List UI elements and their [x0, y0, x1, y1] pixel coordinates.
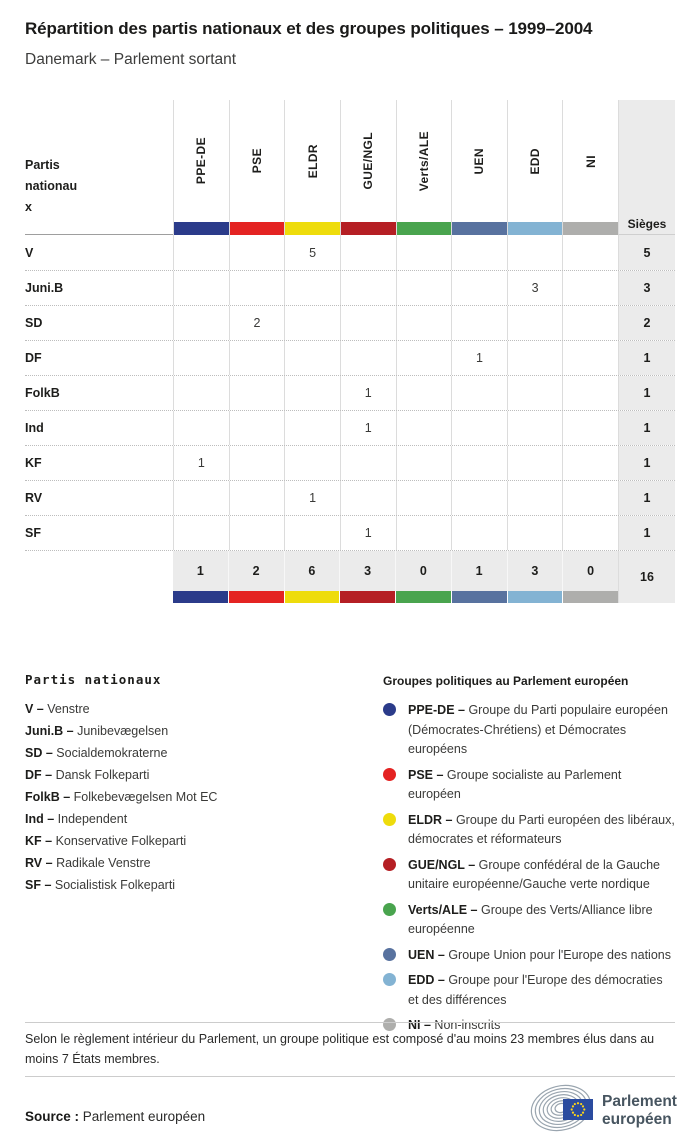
cell — [340, 446, 396, 480]
column-header-sieges: Sièges — [618, 100, 675, 235]
group-color-dot — [383, 903, 396, 916]
cell — [562, 446, 618, 480]
cell — [229, 235, 285, 270]
legend-party-item — [25, 830, 355, 852]
totals-middle — [173, 551, 618, 603]
legend-group-item — [383, 856, 676, 895]
seats-cell: 1 — [618, 411, 675, 445]
legend-party-item — [25, 874, 355, 896]
column-header-label: NI — [583, 154, 598, 168]
legend-party-item — [25, 764, 355, 786]
cell — [340, 235, 396, 270]
column-header-label-wrap — [508, 100, 563, 222]
legend-parties-heading: Partis nationaux — [25, 672, 162, 687]
ep-logo — [530, 1079, 695, 1137]
group-desc — [408, 766, 676, 805]
cell — [451, 446, 507, 480]
cell — [396, 271, 452, 305]
party-name: Venstre — [47, 702, 90, 716]
page-title: Répartition des partis nationaux et des groupes politiques – 1999–2004 — [25, 19, 593, 38]
group-color-bar — [228, 591, 284, 603]
group-desc-text: Groupe confédéral de la Gauche unitaire européenne/Gauche verte nordique — [408, 857, 661, 891]
column-header-label-wrap — [452, 100, 507, 222]
seats-cell: 1 — [618, 516, 675, 550]
group-abbr: EDD – — [408, 973, 445, 987]
column-header-label-wrap — [341, 100, 396, 222]
group-desc — [408, 946, 671, 966]
group-desc-text: Non-inscrits — [434, 1018, 501, 1032]
group-desc-text: Groupe pour l'Europe des démocraties et des différences — [408, 973, 663, 1007]
cell — [173, 341, 229, 375]
party-label: RV — [25, 491, 43, 505]
ep-logo-text-line2: européen — [602, 1111, 672, 1128]
cell: 1 — [340, 516, 396, 550]
group-abbr: Verts/ALE – — [408, 902, 478, 917]
cell — [507, 376, 563, 410]
column-header-verts-ale — [396, 100, 452, 235]
legend-party-item — [25, 808, 355, 830]
table-row-sd — [25, 305, 675, 340]
cell — [451, 271, 507, 305]
group-color-bar — [508, 222, 563, 235]
table-row-rv — [25, 480, 675, 515]
table-row-sf — [25, 515, 675, 550]
cell — [562, 271, 618, 305]
column-header-label-wrap — [397, 100, 452, 222]
cell — [507, 306, 563, 340]
group-color-bar — [562, 591, 618, 603]
group-abbr: PPE-DE – — [408, 703, 465, 717]
group-desc — [408, 856, 676, 895]
party-abbr: RV – — [25, 856, 53, 870]
party-abbr: KF – — [25, 834, 53, 848]
cell — [173, 516, 229, 550]
cell — [284, 376, 340, 410]
cell — [340, 341, 396, 375]
column-header-label: UEN — [472, 147, 487, 175]
group-desc-text: Groupe du Parti européen des libéraux, démocrates et réformateurs — [408, 812, 675, 846]
cell — [284, 341, 340, 375]
group-color-bar — [507, 591, 563, 603]
cell: 2 — [229, 306, 285, 340]
corner-header-partis-nationaux — [25, 100, 173, 235]
cell — [229, 516, 285, 550]
seats-cell: 5 — [618, 235, 675, 270]
legend-group-item — [383, 766, 676, 805]
legend-group-item — [383, 701, 676, 760]
table-row-kf — [25, 445, 675, 480]
total-seats-cell: 16 — [618, 551, 675, 603]
seats-table — [25, 100, 675, 603]
cell — [507, 341, 563, 375]
legend-national-parties — [25, 672, 355, 896]
group-color-bar — [452, 222, 507, 235]
column-header-label: Verts/ALE — [416, 130, 431, 192]
column-header-eldr — [284, 100, 340, 235]
legend-group-item — [383, 901, 676, 940]
cell: 5 — [284, 235, 340, 270]
cell — [284, 446, 340, 480]
totals-row — [25, 550, 675, 603]
legend-party-item — [25, 852, 355, 874]
group-color-dot — [383, 948, 396, 961]
party-abbr: FolkB – — [25, 790, 71, 804]
party-name: Konservative Folkeparti — [55, 834, 187, 848]
group-color-bar — [341, 222, 396, 235]
column-header-label: GUE/NGL — [361, 132, 376, 190]
group-desc — [408, 901, 676, 940]
cell — [229, 446, 285, 480]
party-label: Juni.B — [25, 281, 64, 295]
cell — [396, 306, 452, 340]
seats-cell: 1 — [618, 341, 675, 375]
group-desc — [408, 701, 676, 760]
column-header-label: EDD — [528, 147, 543, 175]
total-cell: 6 — [284, 551, 340, 591]
cell — [340, 271, 396, 305]
cell — [396, 376, 452, 410]
corner-line: x — [25, 200, 32, 214]
group-desc-text: Groupe du Parti populaire européen (Démocrates-Chrétiens) et Démocrates européens — [408, 703, 668, 756]
seats-cell: 2 — [618, 306, 675, 340]
cell — [562, 341, 618, 375]
cell — [451, 481, 507, 515]
party-label: DF — [25, 351, 42, 365]
cell — [562, 306, 618, 340]
cell — [229, 481, 285, 515]
group-color-bar — [173, 591, 228, 603]
cell — [229, 411, 285, 445]
party-name: Radikale Venstre — [56, 856, 151, 870]
cell — [173, 306, 229, 340]
column-header-pse — [229, 100, 285, 235]
totals-values — [173, 551, 618, 591]
seats-cell: 1 — [618, 376, 675, 410]
cell — [451, 235, 507, 270]
group-color-bar — [174, 222, 229, 235]
cell — [451, 306, 507, 340]
party-abbr: SD – — [25, 746, 53, 760]
cell: 1 — [173, 446, 229, 480]
column-header-gue-ngl — [340, 100, 396, 235]
column-header-label-wrap — [230, 100, 285, 222]
group-abbr: UEN – — [408, 947, 445, 962]
cell — [340, 306, 396, 340]
divider — [25, 1076, 675, 1077]
group-color-bar — [395, 591, 451, 603]
cell — [284, 411, 340, 445]
cell — [396, 341, 452, 375]
ep-logo-text-line1: Parlement — [602, 1093, 677, 1110]
cell — [173, 481, 229, 515]
cell — [229, 341, 285, 375]
group-desc — [408, 811, 676, 850]
cell: 3 — [507, 271, 563, 305]
table-header-row — [25, 100, 675, 235]
party-abbr: V – — [25, 702, 44, 716]
cell: 1 — [340, 376, 396, 410]
source-label: Source : — [25, 1109, 80, 1124]
cell — [451, 516, 507, 550]
cell: 1 — [284, 481, 340, 515]
party-abbr: Juni.B – — [25, 724, 74, 738]
seats-cell: 3 — [618, 271, 675, 305]
seats-cell: 1 — [618, 446, 675, 480]
cell — [507, 481, 563, 515]
totals-label-spacer — [25, 551, 173, 603]
group-color-bar — [563, 222, 618, 235]
column-header-label: ELDR — [305, 143, 320, 179]
group-desc-text: Groupe Union pour l'Europe des nations — [448, 947, 671, 962]
seats-cell: 1 — [618, 481, 675, 515]
group-color-bar — [284, 591, 340, 603]
cell — [451, 411, 507, 445]
party-abbr: DF – — [25, 768, 53, 782]
party-name: Socialdemokraterne — [56, 746, 168, 760]
column-header-label-wrap — [285, 100, 340, 222]
party-label: FolkB — [25, 386, 60, 400]
group-color-dot — [383, 703, 396, 716]
cell — [173, 376, 229, 410]
cell — [340, 481, 396, 515]
party-name: Folkebevægelsen Mot EC — [73, 790, 218, 804]
cell: 1 — [340, 411, 396, 445]
group-abbr: PSE – — [408, 767, 444, 782]
total-cell: 3 — [507, 551, 563, 591]
corner-line: nationau — [25, 179, 78, 193]
totals-color-bars — [173, 591, 618, 603]
group-color-bar — [285, 222, 340, 235]
cell — [284, 271, 340, 305]
legend-party-item — [25, 742, 355, 764]
cell — [396, 446, 452, 480]
cell — [562, 516, 618, 550]
group-desc-text: Groupe des Verts/Alliance libre européenne — [408, 902, 653, 936]
column-header-label: PSE — [249, 148, 264, 174]
cell — [507, 235, 563, 270]
cell — [507, 446, 563, 480]
cell — [396, 411, 452, 445]
table-row-folkb — [25, 375, 675, 410]
cell — [562, 235, 618, 270]
cell — [229, 376, 285, 410]
cell — [507, 411, 563, 445]
cell — [396, 235, 452, 270]
column-header-ppe-de — [173, 100, 229, 235]
cell — [173, 235, 229, 270]
cell — [229, 271, 285, 305]
group-color-dot — [383, 973, 396, 986]
group-color-bar — [397, 222, 452, 235]
group-color-bar — [339, 591, 395, 603]
corner-line: Partis — [25, 158, 60, 172]
group-abbr: NI – — [408, 1018, 431, 1032]
legend-groups-heading: Groupes politiques au Parlement européen — [383, 674, 629, 688]
party-label: SF — [25, 526, 41, 540]
column-header-label-wrap — [563, 100, 618, 222]
party-label: V — [25, 245, 34, 260]
legend-party-item — [25, 698, 355, 720]
cell — [284, 516, 340, 550]
group-desc — [408, 971, 676, 1010]
total-cell: 1 — [196, 564, 204, 578]
legend-group-item — [383, 811, 676, 850]
column-header-uen — [451, 100, 507, 235]
total-cell: 3 — [339, 551, 395, 591]
legend-political-groups — [383, 674, 676, 1042]
group-color-dot — [383, 768, 396, 781]
group-desc-text: Groupe socialiste au Parlement européen — [408, 767, 622, 801]
party-name: Socialistisk Folkeparti — [54, 878, 176, 892]
cell — [562, 376, 618, 410]
legend-group-item — [383, 946, 676, 966]
party-label: SD — [25, 316, 43, 330]
party-abbr: SF – — [25, 878, 52, 892]
cell — [451, 376, 507, 410]
cell — [562, 411, 618, 445]
group-abbr: GUE/NGL – — [408, 857, 476, 872]
party-label: KF — [25, 456, 42, 470]
cell — [284, 306, 340, 340]
column-header-ni — [562, 100, 618, 235]
page-subtitle: Danemark – Parlement sortant — [25, 51, 237, 68]
group-color-bar — [230, 222, 285, 235]
total-cell: 0 — [395, 551, 451, 591]
table-row-df — [25, 340, 675, 375]
footnote: Selon le règlement intérieur du Parlement, un groupe politique est composé d'au moins 23 membres élus dans au moins 7 États membres. — [25, 1032, 655, 1066]
cell: 1 — [451, 341, 507, 375]
source-line — [25, 1109, 205, 1124]
cell — [396, 516, 452, 550]
legend-party-item — [25, 720, 355, 742]
party-name: Junibevægelsen — [77, 724, 169, 738]
column-header-edd — [507, 100, 563, 235]
column-header-label-wrap — [174, 100, 229, 222]
group-abbr: ELDR – — [408, 812, 453, 827]
total-cell: 0 — [562, 551, 618, 591]
cell — [396, 481, 452, 515]
party-abbr: Ind – — [25, 812, 55, 826]
legend-group-item — [383, 971, 676, 1010]
divider — [25, 1022, 675, 1023]
group-color-bar — [451, 591, 507, 603]
table-row-junib — [25, 270, 675, 305]
legend-party-item — [25, 786, 355, 808]
table-row-ind — [25, 410, 675, 445]
party-name: Independent — [57, 812, 128, 826]
cell — [507, 516, 563, 550]
party-label: Ind — [25, 421, 44, 435]
total-cell: 2 — [228, 551, 284, 591]
table-row-v — [25, 235, 675, 270]
cell — [173, 411, 229, 445]
total-cell: 1 — [451, 551, 507, 591]
source-value: Parlement européen — [82, 1109, 206, 1124]
group-color-dot — [383, 858, 396, 871]
column-header-label: PPE-DE — [194, 137, 209, 185]
cell — [562, 481, 618, 515]
group-color-dot — [383, 813, 396, 826]
party-name: Dansk Folkeparti — [55, 768, 150, 782]
cell — [173, 271, 229, 305]
